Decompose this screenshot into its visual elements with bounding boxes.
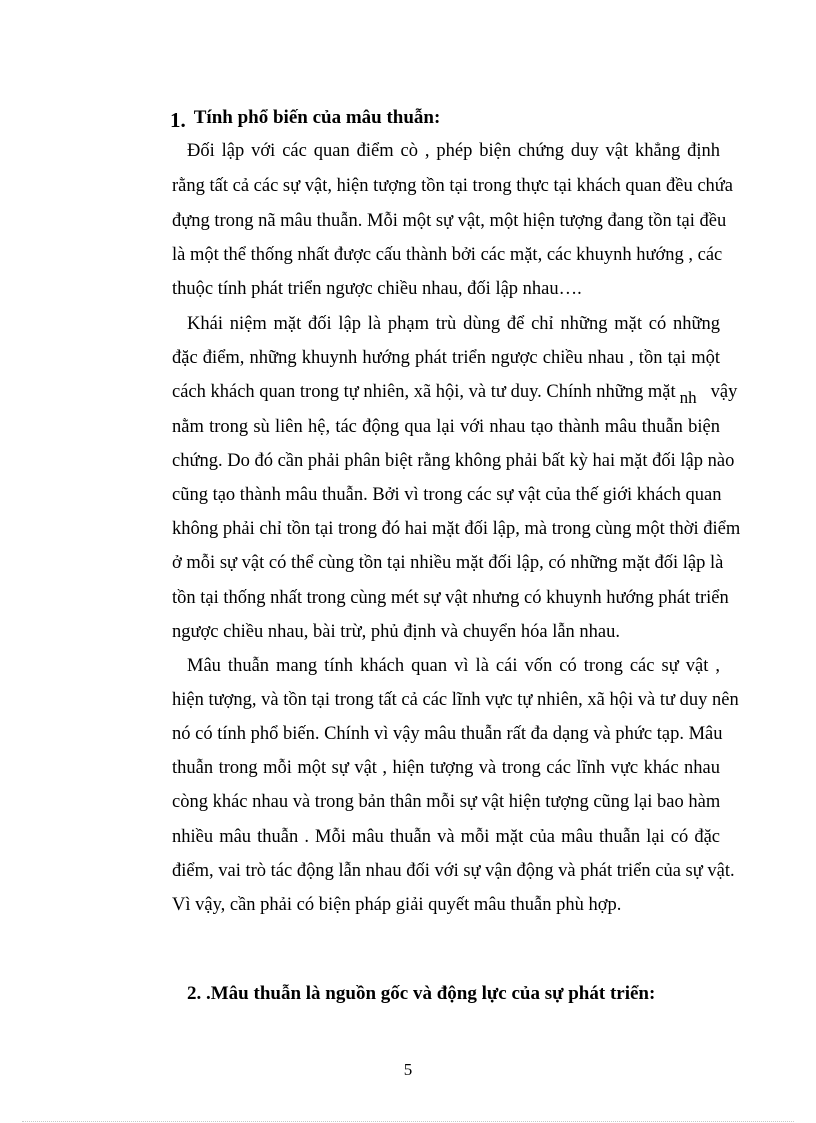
body-line: hiện tượng, và tồn tại trong tất cả các lĩnh vực tự nhiên, xã hội và tư duy nên [172, 690, 739, 710]
body-line: nằm trong sù liên hệ, tác động qua lại với nhau tạo thành mâu thuẫn biện [172, 417, 720, 437]
body-line: ở mỗi sự vật có thể cùng tồn tại nhiều mặt đối lập, có những mặt đối lập là [172, 553, 724, 573]
section-1-number: 1. [170, 108, 186, 132]
body-line: nó có tính phổ biến. Chính vì vậy mâu thuẫn rất đa dạng và phức tạp. Mâu [172, 724, 723, 744]
body-line: Mâu thuẫn mang tính khách quan vì là cái vốn có trong các sự vật , [187, 656, 720, 676]
body-line: không phải chỉ tồn tại trong đó hai mặt đối lập, mà trong cùng một thời điểm [172, 519, 741, 539]
section-1-title: Tính phổ biến của mâu thuẫn: [193, 107, 441, 128]
body-line: là một thể thống nhất được cấu thành bởi các mặt, các khuynh hướng , các [172, 245, 723, 265]
body-line: rằng tất cả các sự vật, hiện tượng tồn tại trong thực tại khách quan đều chứa [172, 176, 734, 196]
body-line: thuộc tính phát triển ngược chiều nhau, đối lập nhau…. [172, 279, 582, 299]
section-1-heading [170, 104, 441, 132]
body-line: Đối lập với các quan điểm cò , phép biện chứng duy vật khẳng định [187, 141, 720, 161]
body-line: điểm, vai trò tác động lẫn nhau đối với sự vận động và phát triển của sự vật. [172, 861, 735, 881]
page-number: 5 [403, 1060, 413, 1079]
body-line: đặc điểm, những khuynh hướng phát triển ngược chiều nhau , tồn tại một [172, 348, 720, 368]
body-line: còng khác nhau và trong bản thân mỗi sự vật hiện tượng cũng lại bao hàm [172, 792, 721, 812]
section-2-heading: 2. .Mâu thuẫn là nguồn gốc và động lực của sự phát triển: [187, 983, 656, 1004]
body-line-text: cách khách quan trong tự nhiên, xã hội, và tư duy. Chính những mặt [172, 382, 676, 402]
body-line: đựng trong nã mâu thuẫn. Mỗi một sự vật, một hiện tượng đang tồn tại đều [172, 211, 727, 231]
body-line: tồn tại thống nhất trong cùng mét sự vật nhưng có khuynh hướng phát triển [172, 588, 729, 608]
body-line: cũng tạo thành mâu thuẫn. Bởi vì trong các sự vật của thế giới khách quan [172, 485, 722, 505]
subscript-fragment: nh [679, 388, 697, 407]
body-line-with-subscript [172, 381, 738, 407]
body-line: chứng. Do đó cần phải phân biệt rằng không phải bất kỳ hai mặt đối lập nào [172, 451, 735, 471]
body-line: Vì vậy, cần phải có biện pháp giải quyết mâu thuẫn phù hợp. [172, 895, 622, 915]
page-bottom-divider [22, 1121, 794, 1122]
body-line: ngược chiều nhau, bài trừ, phủ định và chuyển hóa lẫn nhau. [172, 622, 621, 642]
body-line: thuẫn trong mỗi một sự vật , hiện tượng và trong các lĩnh vực khác nhau [172, 758, 720, 778]
body-line: nhiều mâu thuẫn . Mỗi mâu thuẫn và mỗi mặt của mâu thuẫn lại có đặc [172, 827, 720, 847]
body-line-text: vậy [710, 382, 738, 402]
body-line: Khái niệm mặt đối lập là phạm trù dùng để chỉ những mặt có những [187, 314, 720, 334]
